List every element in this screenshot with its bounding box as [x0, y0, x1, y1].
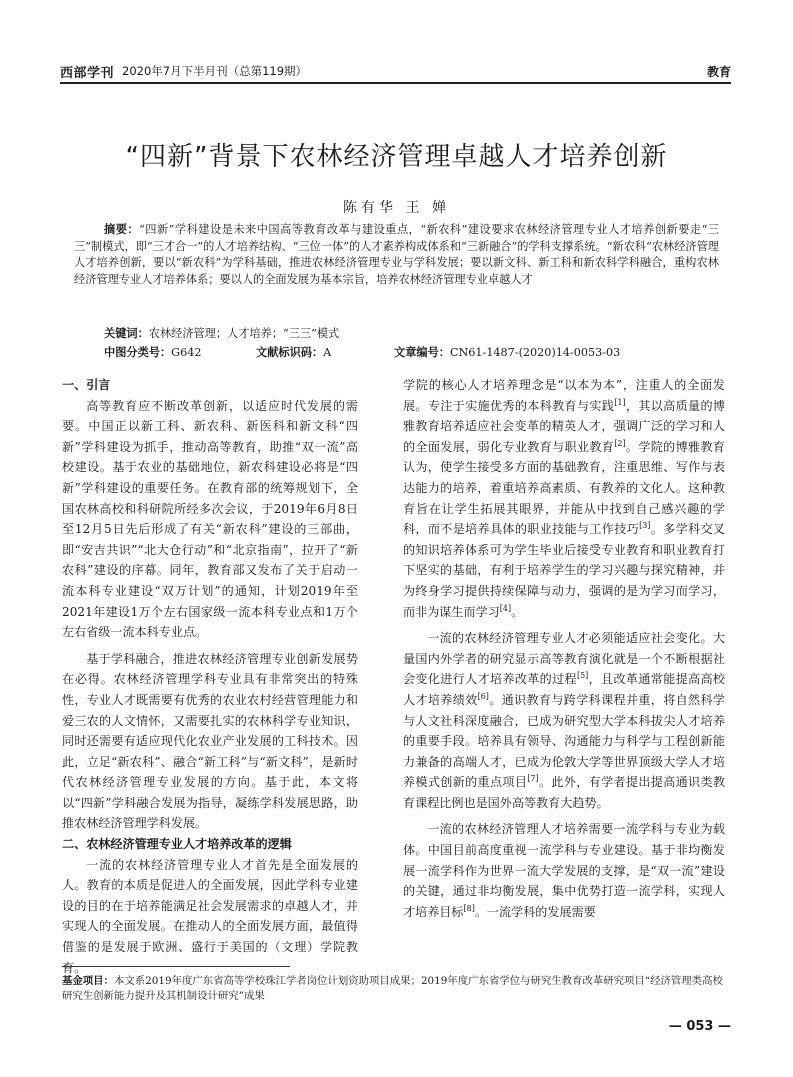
doc-code — [256, 344, 331, 360]
paragraph: 一流的农林经济管理专业人才首先是全面发展的人。教育的本质是促进人的全面发展，因此学科专业建设的目的在于培养能满足社会发展需求的卓越人才，并实现人的全面发展。在推动人的全面发展方面，最值得借鉴的是发展于欧洲、盛行于美国的（文理）学院教育。 — [62, 857, 358, 975]
article-title: “四新”背景下农林经济管理卓越人才培养创新 — [125, 142, 668, 172]
citation: [3] — [639, 521, 651, 531]
paragraph: 一流的农林经济管理人才培养需要一流学科与专业为载体。中国目前高度重视一流学科与专业建设。基于非均衡发展一流学科作为世界一流大学发展的支撑，是“双一流”建设的关键，通过非均衡发展，集中优势打造一流学科，实现人才培养目标[8]。一流学科的发展需要 — [403, 822, 725, 919]
abstract — [74, 222, 719, 289]
abstract-label: 摘要： — [104, 223, 140, 236]
keywords-label: 关键词： — [104, 327, 149, 340]
article-label: 文章编号： — [394, 346, 450, 359]
abstract-text: “四新”学科建设是未来中国高等教育改革与建设重点，“新农科”建设要求农林经济管理专业人才培养创新要走“三三”制模式，即“三才合一”的人才培养结构、“三位一体”的人才素养构成体系和“三新融合”的学科支撑系统。“新农科”农林经济管理人才培养创新，要以“新农科”为学科基础，推进农林经济管理专业与学科发展；要以新文科、新工科和新农科学科融合，重构农林经济管理专业人才培养体系；要以人的全面发展为基本宗旨，培养农林经济管理专业卓越人才 — [74, 223, 719, 287]
page-header — [60, 62, 731, 82]
doc-value: A — [323, 346, 332, 359]
section-heading-intro: 一、引言 — [62, 378, 111, 392]
journal-name: 西部学刊 — [60, 66, 115, 81]
clc-value: G642 — [171, 346, 202, 359]
paragraph: 高等教育应不断改革创新，以适应时代发展的需要。中国正以新工科、新农科、新医科和新文科“四新”学科建设为抓手，推动高等教育，助推“双一流”高校建设。基于农业的基础地位，新农科建设必将是“四新”学科建设的重要任务。在教育部的统筹规划下，全国农林高校和科研院所经多次会议，于2019年6月8日至12月5日先后形成了有关“新农科”建设的三部曲，即“安吉共识”“北大仓行动”和“北京指南”，拉开了“新农科”建设的序幕。同年，教育部又发布了关于启动一流本科专业建设“双万计划”的通知，计划2019年至2021年建设1万个左右国家级一流本科专业点和1万个左右省级一流本科专业点。 — [62, 398, 358, 640]
citation: [1] — [614, 397, 626, 407]
keywords-text: 农林经济管理；人才培养；“三三”模式 — [148, 327, 340, 340]
citation: [6] — [477, 691, 489, 701]
issue-info: 2020年7月下半月刊（总第119期） — [122, 64, 308, 78]
clc-code — [104, 344, 201, 360]
section-heading-logic: 二、农林经济管理专业人才培养改革的逻辑 — [62, 837, 292, 852]
section-label: 教育 — [706, 65, 731, 79]
keywords — [104, 325, 339, 341]
right-column — [403, 375, 725, 922]
left-column — [62, 375, 358, 978]
classification-line — [104, 344, 719, 360]
citation: [8] — [463, 903, 475, 913]
article-number — [394, 344, 620, 360]
footnote — [62, 974, 731, 1004]
header-rule — [60, 82, 731, 84]
citation: [7] — [527, 774, 539, 784]
citation: [2] — [614, 438, 626, 448]
paragraph: 学院的核心人才培养理念是“以本为本”，注重人的全面发展。专注于实施优秀的本科教育与实践[1]，其以高质量的博雅教育培养适应社会变革的精英人才，强调广泛的学习和人的全面发展，弱化专业教育与职业教育[2]。学院的博雅教育认为，使学生接受多方面的基础教育，注重思维、写作与表达能力的培养，着重培养高素质、有教养的文化人。这种教育旨在让学生拓展其眼界，并能从中找到自己感兴趣的学科，而不是培养具体的职业技能与工作技巧[3]。多学科交叉的知识培养体系可为学生毕业后接受专业教育和职业教育打下坚实的基础，有利于培养学生的学习兴趣与探究精神，并为终身学习提供持续保障与动力，强调的是为学习而学习，而非为谋生而学习[4]。 — [403, 378, 725, 619]
footnote-rule — [62, 966, 290, 967]
doc-label: 文献标识码： — [256, 346, 324, 359]
citation: [4] — [499, 603, 512, 613]
citation: [5] — [576, 671, 589, 681]
authors: 陈有华 王 婵 — [343, 200, 450, 216]
fund-label: 基金项目： — [62, 975, 114, 987]
page-number: — 053 — — [668, 1019, 731, 1034]
paragraph: 一流的农林经济管理专业人才必须能适应社会变化。大量国内外学者的研究显示高等教育演化就是一个不断根据社会变化进行人才培养改革的过程[5]，且改革通常能提高高校人才培养绩效[6]。通识教育与跨学科课程并重，将自然科学与人文社科深度融合，已成为研究型大学本科拔尖人才培养的重要手段。培养具有领导、沟通能力与科学与工程创新能力兼备的高端人才，已成为伦敦大学等世界顶级大学人才培养模式创新的重点项目[7]。此外，有学者提出提高通识类教育课程比例也是国外高等教育大趋势。 — [403, 631, 725, 810]
article-value: CN61-1487-(2020)14-0053-03 — [449, 346, 621, 359]
paragraph: 基于学科融合，推进农林经济管理专业创新发展势在必得。农林经济管理学科专业具有非常突出的特殊性，专业人才既需要有优秀的农业农村经营管理能力和爱三农的人文情怀，又需要扎实的农林科学专业知识，同时还需要有适应现代化农业产业发展的工科技术。因此，立足“新农科”、融合“新工科”与“新文科”，是新时代农林经济管理专业发展的方向。基于此，本文将以“四新”学科融合发展为指导，凝练学科发展思路，助推农林经济管理学科发展。 — [62, 651, 358, 831]
clc-label: 中图分类号： — [104, 346, 172, 359]
fund-text: 本文系2019年度广东省高等学校珠江学者岗位计划资助项目成果；2019年度广东省学位与研究生教育改革研究项目“经济管理类高校研究生创新能力提升及其机制设计研究”成果 — [62, 975, 723, 1002]
